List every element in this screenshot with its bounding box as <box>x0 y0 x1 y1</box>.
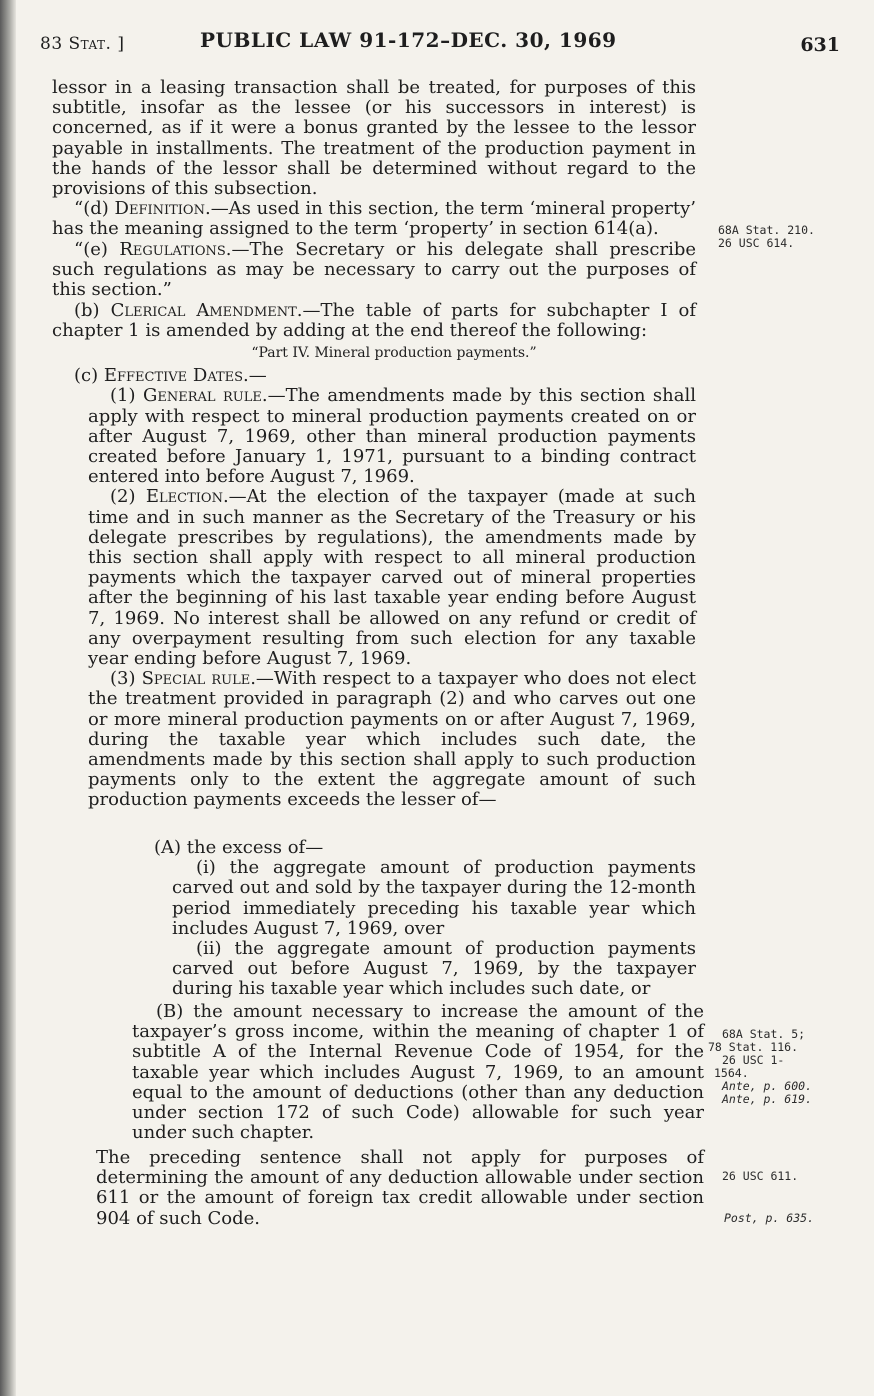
clause-i: (i) the aggregate amount of production payments carved out and sold by the taxpayer during the 12-month period immediately preceding his taxable year which includes August 7, 1969, over <box>172 857 696 939</box>
paragraph-2: (2) Election.—At the election of the taxpayer (made at such time and in such manner as the Secretary of the Treasury or his delegate prescribes by regulations), the amendments made by this section shall apply with respect to all mineral production payments which the taxpayer carved out of mineral properties after the beginning of his last taxable year ending before August 7, 1969. No interest shall be allowed on any refund or credit of any overpayment resulting from such election for any taxable year ending before August 7, 1969. <box>88 486 696 670</box>
subparagraph-A: (A) the excess of— <box>154 837 324 858</box>
paragraph-heading: General rule. <box>142 385 268 407</box>
margin-note-4: Post, p. 635. <box>724 1211 815 1225</box>
subsection-heading: Definition. <box>114 198 211 220</box>
margin-note-3: 26 USC 611. <box>722 1169 799 1183</box>
subsection-heading: Regulations. <box>119 239 232 260</box>
subsection-c: (c) Effective Dates.— <box>74 365 267 387</box>
margin-note-2: 68A Stat. 5; 78 Stat. 116. 26 USC 1- 1564. Ante, p. 600. Ante, p. 619. <box>708 1027 813 1106</box>
statute-reference: 83 Stat. ] <box>40 34 125 54</box>
subsection-d: “(d) Definition.—As used in this section, the term ‘mineral property’ has the meaning assigned to the term ‘property’ in section 614(a). <box>52 198 696 240</box>
subsection-b: (b) Clerical Amendment.—The table of parts for subchapter I of chapter 1 is amended by adding at the end thereof the following: <box>52 299 696 341</box>
text-block-4 <box>132 1002 704 1143</box>
page-binding-shadow <box>0 0 16 1396</box>
margin-note-1: 68A Stat. 210. 26 USC 614. <box>718 223 815 250</box>
paragraph-1: (1) General rule.—The amendments made by this section shall apply with respect to mineral production payments created on or after August 7, 1969, other than mineral production payments created before January 1, 1971, pursuant to a binding contract entered into before August 7, 1969. <box>88 385 697 488</box>
text-block-5 <box>96 1148 704 1229</box>
text-block-1 <box>52 78 696 240</box>
paragraph-continuation: lessor in a leasing transaction shall be treated, for purposes of this subtitle, insofar as the lessee (or his successors in interest) is concerned, as if it were a bonus granted by the lessee to the lessor payable in installments. The treatment of the production payment in the hands of the lessor shall be determined without regard to the provisions of this subsection. <box>52 77 696 200</box>
paragraph-3: (3) Special rule.—With respect to a taxpayer who does not elect the treatment provided in paragraph (2) and who carves out one or more mineral production payments on or after August 7, 1969, during the taxable year which includes such date, the amendments made by this section shall apply to such production payments only to the extent the aggregate amount of such production payments exceeds the lesser of— <box>88 668 697 811</box>
subsection-heading: Clerical Amendment. <box>110 299 303 321</box>
text-block-2 <box>52 240 696 811</box>
page-number: 631 <box>800 34 840 56</box>
paragraph-heading: Special rule. <box>141 668 256 690</box>
inserted-table-entry: “Part IV. Mineral production payments.” <box>251 345 537 362</box>
text-block-3 <box>130 838 696 1000</box>
subparagraph-B: (B) the amount necessary to increase the amount of the taxpayer’s gross income, within the meaning of chapter 1 of subtitle A of the Internal Revenue Code of 1954, for the taxable year which includes August 7, 1969, to an amount equal to the amount of deductions (other than any deduction under section 172 of such Code) allowable for such year under such chapter. <box>132 1001 704 1144</box>
closing-sentence: The preceding sentence shall not apply for purposes of determining the amount of any deduction allowable under section 611 or the amount of foreign tax credit allowable under section 904 of such Code. <box>96 1147 704 1229</box>
paragraph-group <box>52 386 696 810</box>
subsection-e: “(e) Regulations.—The Secretary or his delegate shall prescribe such regulations as may be necessary to carry out the purposes of this section.” <box>52 239 696 301</box>
paragraph-heading: Election. <box>145 486 229 508</box>
running-title: PUBLIC LAW 91-172–DEC. 30, 1969 <box>200 28 617 52</box>
subsection-heading: Effective Dates. <box>103 365 249 387</box>
page-header <box>0 28 874 58</box>
clause-ii: (ii) the aggregate amount of production payments carved out before August 7, 1969, by the taxpayer during his taxable year which includes such date, or <box>172 938 696 1000</box>
